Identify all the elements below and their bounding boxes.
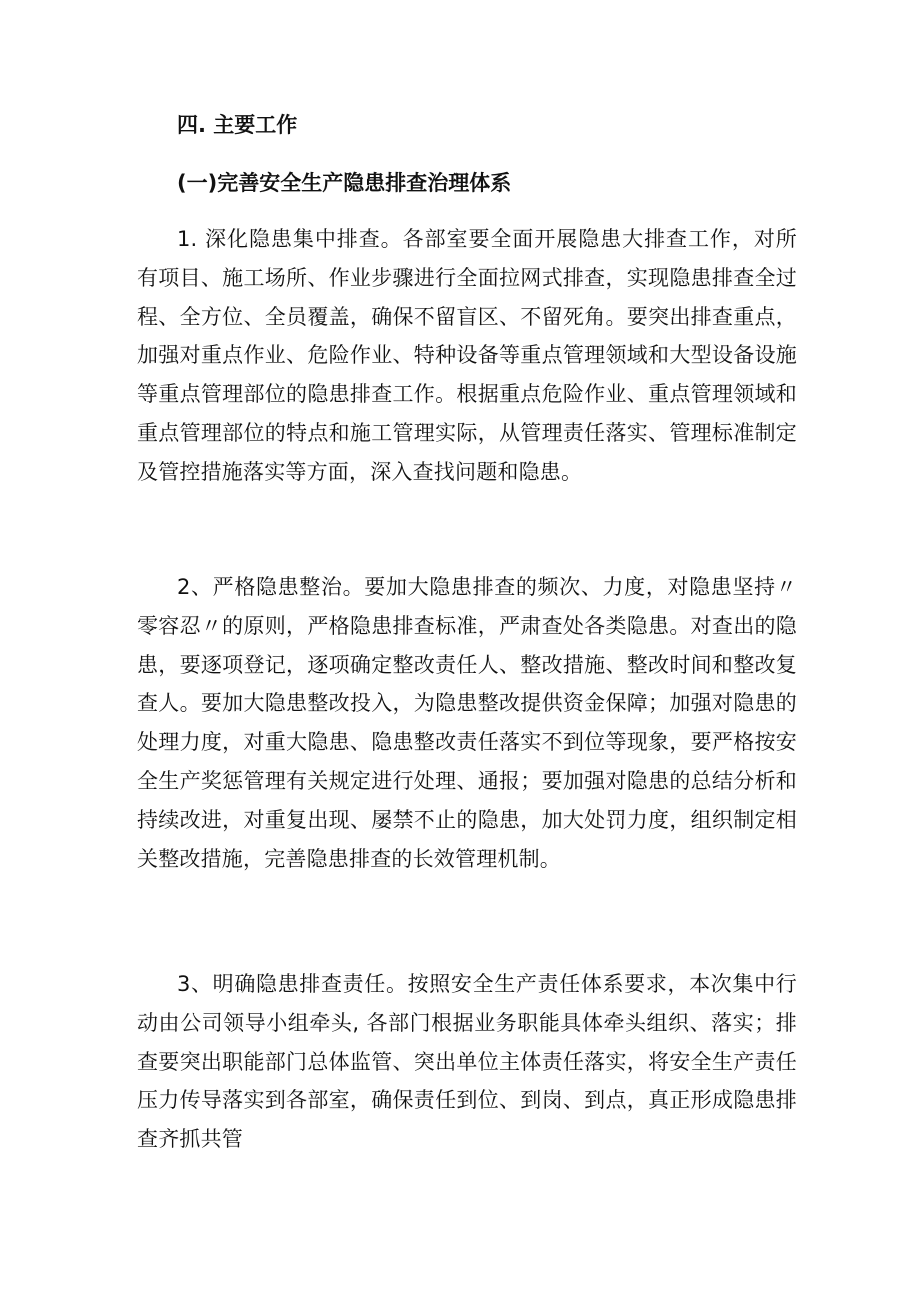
paragraph-3: 3、明确隐患排查责任。按照安全生产责任体系要求，本次集中行动由公司领导小组牵头, 各部门根据业务职能具体牵头组织、落实；排查要突出职能部门总体监管、突出单位主体责任落实，将安全生产责任压力传导落实到各部室，确保责任到位、到岗、到点，真正形成隐患排查齐抓共管 [137,972,797,1152]
paragraph-1: 1. 深化隐患集中排查。各部室要全面开展隐患大排查工作，对所有项目、施工场所、作业步骤进行全面拉网式排查，实现隐患排查全过程、全方位、全员覆盖，确保不留盲区、不留死角。要突出排查重点，加强对重点作业、危险作业、特种设备等重点管理领域和大型设备设施等重点管理部位的隐患排查工作。根据重点危险作业、重点管理领域和重点管理部位的特点和施工管理实际，从管理责任落实、管理标准制定及管控措施落实等方面，深入查找问题和隐患。 [137,227,797,484]
subsection-heading: (一)完善安全生产隐患排查治理体系 [177,171,512,195]
section-heading: 四. 主要工作 [177,113,298,137]
paragraph-2: 2、严格隐患整治。要加大隐患排查的频次、力度，对隐患坚持〃零容忍〃的原则，严格隐患排查标准，严肃查处各类隐患。对查出的隐患，要逐项登记，逐项确定整改责任人、整改措施、整改时间和整改复查人。要加大隐患整改投入，为隐患整改提供资金保障；加强对隐患的处理力度，对重大隐患、隐患整改责任落实不到位等现象，要严格按安全生产奖惩管理有关规定进行处理、通报；要加强对隐患的总结分析和持续改进，对重复出现、屡禁不止的隐患，加大处罚力度，组织制定相关整改措施，完善隐患排查的长效管理机制。 [137,575,797,871]
